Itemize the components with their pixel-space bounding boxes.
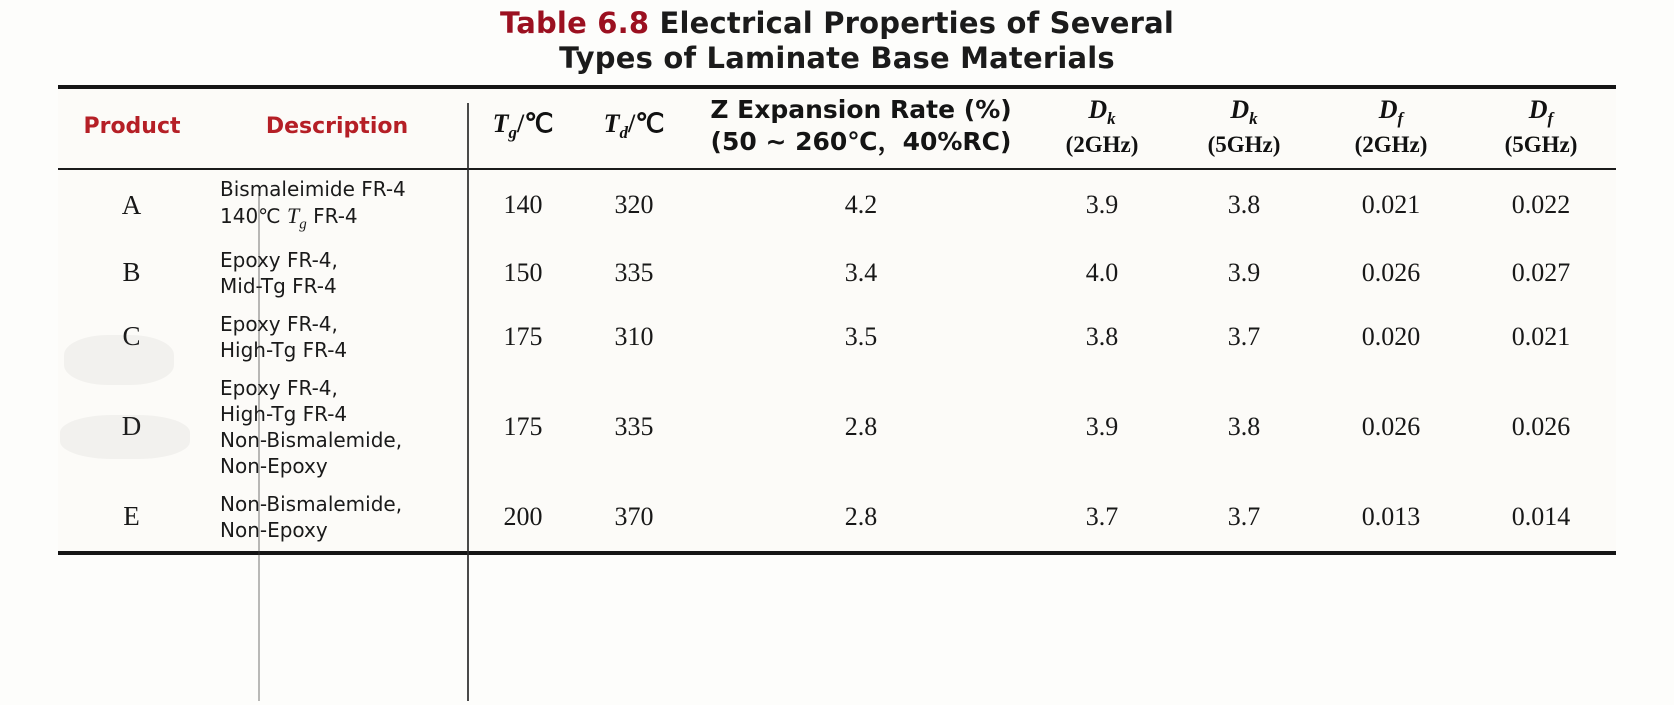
cell-product: D	[121, 411, 143, 442]
cell-tg: 150	[503, 257, 543, 287]
description-line: High-Tg FR-4	[220, 401, 348, 426]
cell-dk-2ghz: 3.9	[1085, 411, 1119, 441]
cell-tg: 175	[503, 321, 543, 351]
header-df-2ghz-freq: (2GHz)	[1354, 132, 1428, 158]
description-line: Epoxy FR-4,	[220, 247, 338, 272]
description-line: High-Tg FR-4	[220, 337, 348, 362]
header-dk-symbol: D	[1230, 94, 1250, 124]
cell-product: C	[122, 321, 142, 352]
cell-z-expansion: 3.5	[844, 321, 878, 351]
cell-z-expansion: 4.2	[844, 190, 878, 220]
header-z-expansion	[690, 89, 1032, 168]
cell-df-5ghz: 0.026	[1511, 411, 1571, 441]
header-dk-2ghz	[1032, 89, 1172, 168]
cell-product: A	[121, 189, 143, 220]
table-row	[58, 241, 1616, 305]
cell-dk-2ghz: 3.9	[1085, 190, 1119, 220]
header-df-subscript: f	[1397, 108, 1404, 128]
column-divider-light	[258, 193, 260, 701]
cell-description	[206, 241, 468, 305]
cell-dk-2ghz: 3.7	[1085, 501, 1119, 531]
cell-tg: 175	[503, 411, 543, 441]
description-line: Mid-Tg FR-4	[220, 273, 337, 298]
table-row	[58, 369, 1616, 485]
description-line: Non-Bismalemide,	[220, 491, 403, 516]
cell-df-5ghz: 0.027	[1511, 257, 1571, 287]
header-product: Product	[83, 113, 181, 139]
cell-description	[206, 485, 468, 549]
properties-table	[58, 89, 1616, 168]
cell-z-expansion: 2.8	[844, 501, 878, 531]
cell-td: 310	[614, 321, 654, 351]
description-line: Epoxy FR-4,	[220, 311, 338, 336]
properties-table-body	[58, 170, 1616, 549]
cell-df-5ghz: 0.022	[1511, 190, 1571, 220]
cell-df-2ghz: 0.026	[1361, 257, 1421, 287]
header-df-symbol: D	[1378, 94, 1398, 124]
header-dk-5ghz	[1172, 89, 1316, 168]
cell-df-2ghz: 0.026	[1361, 411, 1421, 441]
cell-df-5ghz: 0.021	[1511, 321, 1571, 351]
cell-dk-5ghz: 3.7	[1227, 321, 1261, 351]
description-line: Bismaleimide FR-4	[220, 176, 406, 201]
header-df-subscript: f	[1547, 108, 1554, 128]
table-body	[58, 170, 1616, 549]
header-dk-2ghz-freq: (2GHz)	[1065, 132, 1139, 158]
header-dk-symbol: D	[1088, 94, 1108, 124]
header-tg-symbol: T	[492, 109, 509, 139]
table-row	[58, 485, 1616, 549]
cell-dk-5ghz: 3.8	[1227, 411, 1261, 441]
cell-td: 335	[614, 411, 654, 441]
cell-dk-5ghz: 3.8	[1227, 190, 1261, 220]
header-df-symbol: D	[1528, 94, 1548, 124]
cell-td: 335	[614, 257, 654, 287]
header-td-symbol: T	[603, 109, 620, 139]
header-dk-subscript: k	[1249, 108, 1258, 128]
cell-td: 370	[614, 501, 654, 531]
description-line: Non-Epoxy	[220, 517, 328, 542]
description-line: Non-Bismalemide,	[220, 427, 403, 452]
cell-dk-5ghz: 3.9	[1227, 257, 1261, 287]
table-number-label: Table 6.8	[499, 6, 650, 40]
cell-dk-2ghz: 4.0	[1085, 257, 1119, 287]
header-td-subscript: d	[619, 123, 628, 143]
header-td-unit: /℃	[627, 109, 665, 139]
description-line: 140℃ $T_g$ FR-4	[220, 202, 358, 233]
cell-td: 320	[614, 190, 654, 220]
header-description: Description	[265, 113, 409, 139]
table-header-row	[58, 89, 1616, 168]
tg-symbol: $T_g$	[287, 202, 307, 233]
table-title-part-1: Electrical Properties of Several	[659, 6, 1175, 40]
header-dk-subscript: k	[1107, 108, 1116, 128]
cell-z-expansion: 3.4	[844, 257, 878, 287]
header-tg-unit: /℃	[516, 109, 554, 139]
header-dk-5ghz-freq: (5GHz)	[1207, 132, 1281, 158]
cell-description	[206, 170, 468, 241]
table-row	[58, 170, 1616, 241]
table-caption	[0, 0, 1674, 77]
header-tg	[468, 89, 578, 168]
caption-line-1	[0, 6, 1674, 41]
cell-product: E	[123, 501, 141, 532]
header-df-5ghz-freq: (5GHz)	[1504, 132, 1578, 158]
description-line: Non-Epoxy	[220, 453, 328, 478]
table-bottom-rule	[58, 551, 1616, 555]
description-line: Epoxy FR-4,	[220, 375, 338, 400]
table-title-part-2: Types of Laminate Base Materials	[559, 41, 1115, 76]
cell-tg: 140	[503, 190, 543, 220]
header-z-line-1: Z Expansion Rate (%)	[710, 95, 1012, 125]
column-divider	[467, 103, 469, 701]
cell-dk-5ghz: 3.7	[1227, 501, 1261, 531]
header-tg-subscript: g	[508, 123, 517, 143]
cell-df-2ghz: 0.013	[1361, 501, 1421, 531]
header-df-5ghz	[1466, 89, 1616, 168]
cell-tg: 200	[503, 501, 543, 531]
header-z-line-2: (50 ~ 260℃，40%RC)	[710, 127, 1012, 157]
cell-dk-2ghz: 3.8	[1085, 321, 1119, 351]
header-df-2ghz	[1316, 89, 1466, 168]
table-container	[58, 85, 1616, 555]
cell-description	[206, 305, 468, 369]
table-row	[58, 305, 1616, 369]
cell-product: B	[122, 257, 142, 288]
cell-df-2ghz: 0.021	[1361, 190, 1421, 220]
cell-description	[206, 369, 468, 485]
cell-z-expansion: 2.8	[844, 411, 878, 441]
tg-subscript: g	[299, 216, 307, 233]
cell-df-5ghz: 0.014	[1511, 501, 1571, 531]
cell-df-2ghz: 0.020	[1361, 321, 1421, 351]
header-td	[578, 89, 690, 168]
